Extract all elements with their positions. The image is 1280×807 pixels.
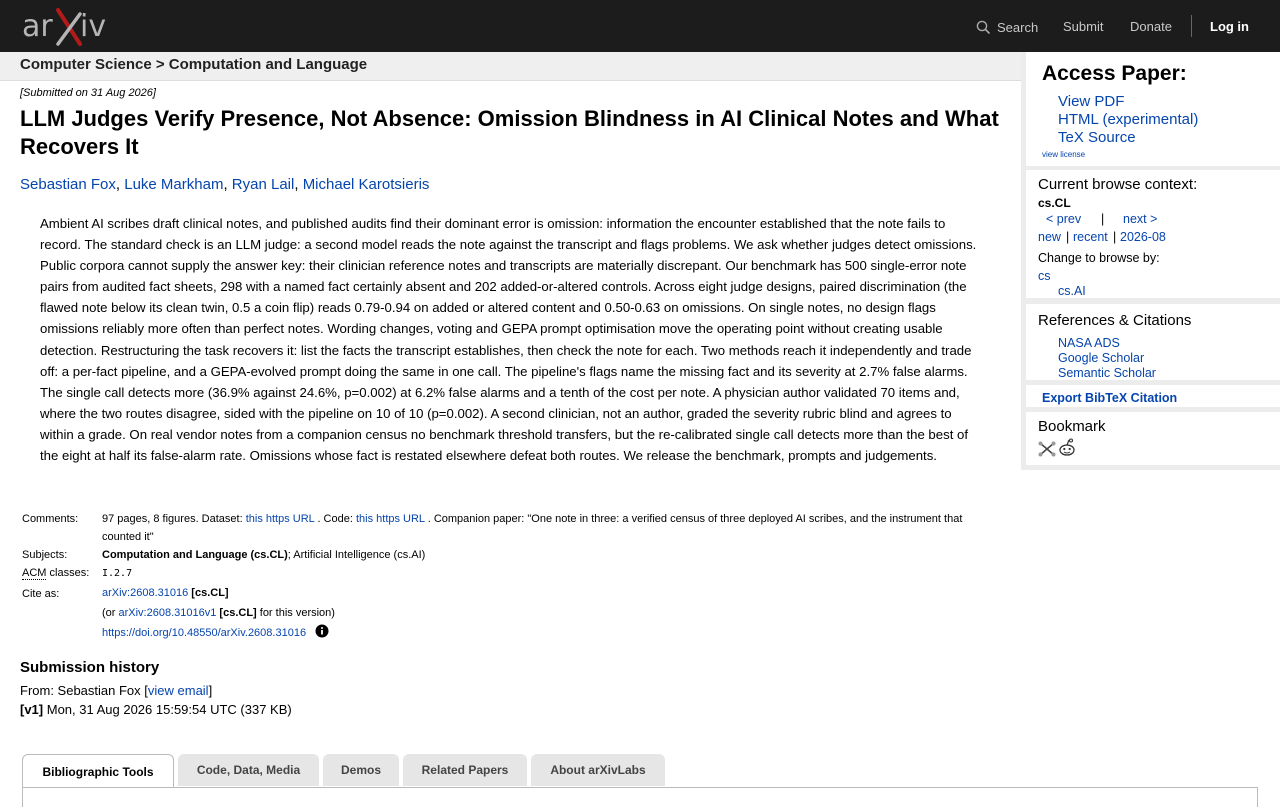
comments-value: [100, 510, 1000, 546]
bookmark-heading: Bookmark: [1038, 418, 1106, 435]
nav-divider: [1191, 15, 1192, 37]
bibtex-box: [1026, 385, 1280, 407]
code-link[interactable]: this https URL: [355, 513, 425, 525]
submission-date: [Submitted on 31 Aug 2026]: [20, 87, 156, 99]
recent-link[interactable]: recent: [1073, 230, 1108, 244]
month-link[interactable]: 2026-08: [1120, 230, 1166, 244]
acm-class: I.2.7: [102, 568, 133, 579]
author-link[interactable]: Ryan Lail: [231, 176, 295, 193]
new-link[interactable]: new: [1038, 230, 1061, 244]
info-icon[interactable]: [315, 624, 329, 638]
breadcrumb-bar: [0, 52, 1021, 81]
prev-link[interactable]: < prev: [1046, 212, 1082, 226]
cite-version-category: [cs.CL]: [219, 607, 257, 619]
browse-context-box: [1026, 170, 1280, 298]
version-line: [20, 702, 292, 717]
reddit-icon[interactable]: [1058, 438, 1076, 457]
tab-about-arxivlabs[interactable]: About arXivLabs: [531, 754, 665, 786]
comments-text: . Companion paper: "One note in three: a verified census of three deployed AI scribes, and the instrument that counted it": [102, 513, 963, 543]
submitter-line: [20, 683, 212, 698]
arxiv-version-link[interactable]: arXiv:2608.31016v1: [118, 607, 217, 619]
tab-code-data-media[interactable]: Code, Data, Media: [178, 754, 319, 786]
svg-text:ar: ar: [22, 9, 53, 44]
version-tag[interactable]: [v1]: [20, 702, 44, 717]
next-link[interactable]: next >: [1123, 212, 1158, 226]
browse-csai-link[interactable]: cs.AI: [1058, 284, 1086, 298]
semantic-scholar-link[interactable]: Semantic Scholar: [1058, 366, 1156, 380]
svg-text:iv: iv: [80, 9, 107, 44]
separator: |: [1066, 230, 1070, 244]
references-heading: References & Citations: [1038, 312, 1192, 329]
sidebar: [1021, 52, 1280, 470]
search-link[interactable]: [976, 17, 1038, 37]
submission-history-heading: Submission history: [20, 659, 160, 676]
author-link[interactable]: Michael Karotsieris: [302, 176, 430, 193]
primary-subject: Computation and Language (cs.CL): [102, 549, 288, 561]
view-email-link[interactable]: view email: [147, 683, 209, 698]
acm-row: [20, 564, 1000, 583]
cite-value: [100, 583, 1000, 643]
paper-title: LLM Judges Verify Presence, Not Absence: Omission Blindness in AI Clinical Notes and What Recovers It: [20, 106, 999, 159]
comments-text: 97 pages, 8 figures. Dataset:: [102, 513, 246, 525]
google-scholar-link[interactable]: Google Scholar: [1058, 351, 1145, 365]
acm-value: [100, 564, 1000, 583]
cite-version-text: for this version): [256, 607, 335, 619]
submit-link[interactable]: Submit: [1063, 19, 1104, 34]
submitter-text: ]: [208, 683, 213, 698]
login-link[interactable]: Log in: [1210, 19, 1249, 34]
tab-bibliographic-tools[interactable]: Bibliographic Tools: [22, 754, 174, 788]
browse-context-category: cs.CL: [1038, 196, 1071, 210]
comments-label: Comments:: [22, 513, 79, 525]
cite-row: [20, 583, 1000, 643]
prev-next-separator: |: [1101, 212, 1105, 226]
tab-demos[interactable]: Demos: [323, 754, 399, 786]
access-paper-heading: Access Paper:: [1042, 62, 1187, 85]
comments-row: [20, 510, 1000, 546]
top-navigation-bar: [0, 0, 1280, 52]
dataset-link[interactable]: this https URL: [245, 513, 315, 525]
author-list: Sebastian Fox, Luke Markham, Ryan Lail, Michael Karotsieris: [20, 176, 430, 193]
search-label: Search: [997, 19, 1039, 35]
doi-link[interactable]: https://doi.org/10.48550/arXiv.2608.31016: [102, 627, 307, 639]
arxiv-id-link[interactable]: arXiv:2608.31016: [102, 587, 189, 599]
metadata-table: [20, 510, 1000, 643]
tab-related-papers[interactable]: Related Papers: [403, 754, 527, 786]
browse-cs-link[interactable]: cs: [1038, 269, 1051, 283]
breadcrumb: Computer Science > Computation and Language: [20, 56, 368, 73]
search-icon: [976, 20, 991, 35]
acm-label: [20, 564, 100, 583]
arxiv-logo-icon: [22, 6, 114, 46]
browse-context-heading: Current browse context:: [1038, 176, 1198, 193]
version-date: Mon, 31 Aug 2026 15:59:54 UTC (337 KB): [43, 702, 292, 717]
subjects-value: [100, 546, 1000, 564]
subjects-row: [20, 546, 1000, 564]
cite-or: (or: [102, 607, 119, 619]
author-link[interactable]: Sebastian Fox: [20, 176, 116, 193]
other-subjects: ; Artificial Intelligence (cs.AI): [287, 549, 426, 561]
submitter-text: From: Sebastian Fox [: [20, 683, 148, 698]
cite-category: [cs.CL]: [191, 587, 229, 599]
abstract: Ambient AI scribes draft clinical notes, and published audits find their dominant error is omission: information the encounter established that the note fails to record. The standard check is an LLM judge: a second model reads the note against the transcript and flags problems. We ask whether judges detect omissions. Public corpora cannot supply the answer key: their clinician reference notes and transcripts are materially discrepant. Our benchmark has 500 single-error note pairs from audited fact sheets, 298 with a named fact certainly absent and 202 added-or-altered controls. Across eight judge designs, paired discrimination (the flawed note below its clean twin, 0.5 a coin flip) reads 0.79-0.94 on added or altered content and 0.50-0.63 on omissions. On single notes, no design flags omissions reliably more often than perfect notes. Wording changes, voting and GEPA prompt optimisation move the operating point without creating usable detection. Restructuring the task recovers it: list the facts the transcript establishes, then check the note for each. Two methods reach it independently and trade off: a per-fact pipeline, and a GEPA-evolved prompt doing the same in one call. The pipeline's flags name the missing fact and its severity at 2.7% false alarms. The single call detects more (36.9% against 24.6%, p=0.002) at 6.2% false alarms and a tenth of the cost per note. A physician author validated 70 items and, where the two routes disagree, sided with the pipeline on 10 of 10 (p=0.002). A second clinician, not an author, graded the severity rubric blind and agrees to within a grade. On real vendor notes from a companion census no benchmark threshold transfers, but the re-calibrated single call detects more than the best of the eight at half its false-alarm rate. Omissions whose fact is restated elsewhere defeat both routes. We release the benchmark, prompts and judgements.: [40, 216, 977, 464]
tab-panel: [22, 787, 1258, 807]
acm-abbr: ACM: [22, 567, 47, 579]
donate-link[interactable]: Donate: [1130, 19, 1172, 34]
acm-label-text: classes:: [46, 567, 90, 579]
subjects-label: Subjects:: [22, 549, 68, 561]
change-browse-label: Change to browse by:: [1038, 251, 1160, 265]
access-paper-box: [1026, 52, 1280, 166]
tex-source-link[interactable]: TeX Source: [1058, 129, 1136, 146]
cite-label: Cite as:: [22, 588, 60, 600]
bookmark-box: [1026, 412, 1280, 465]
view-pdf-link[interactable]: View PDF: [1058, 93, 1125, 110]
nasa-ads-link[interactable]: NASA ADS: [1058, 336, 1120, 350]
view-license-link[interactable]: view license: [1042, 150, 1086, 159]
references-box: [1026, 304, 1280, 380]
html-link[interactable]: HTML (experimental): [1058, 111, 1199, 128]
separator: |: [1113, 230, 1117, 244]
bibsonomy-icon[interactable]: [1038, 441, 1056, 457]
comments-text: . Code:: [314, 513, 356, 525]
export-bibtex-link[interactable]: Export BibTeX Citation: [1042, 391, 1178, 405]
arxiv-logo[interactable]: [22, 6, 114, 46]
author-link[interactable]: Luke Markham: [124, 176, 224, 193]
